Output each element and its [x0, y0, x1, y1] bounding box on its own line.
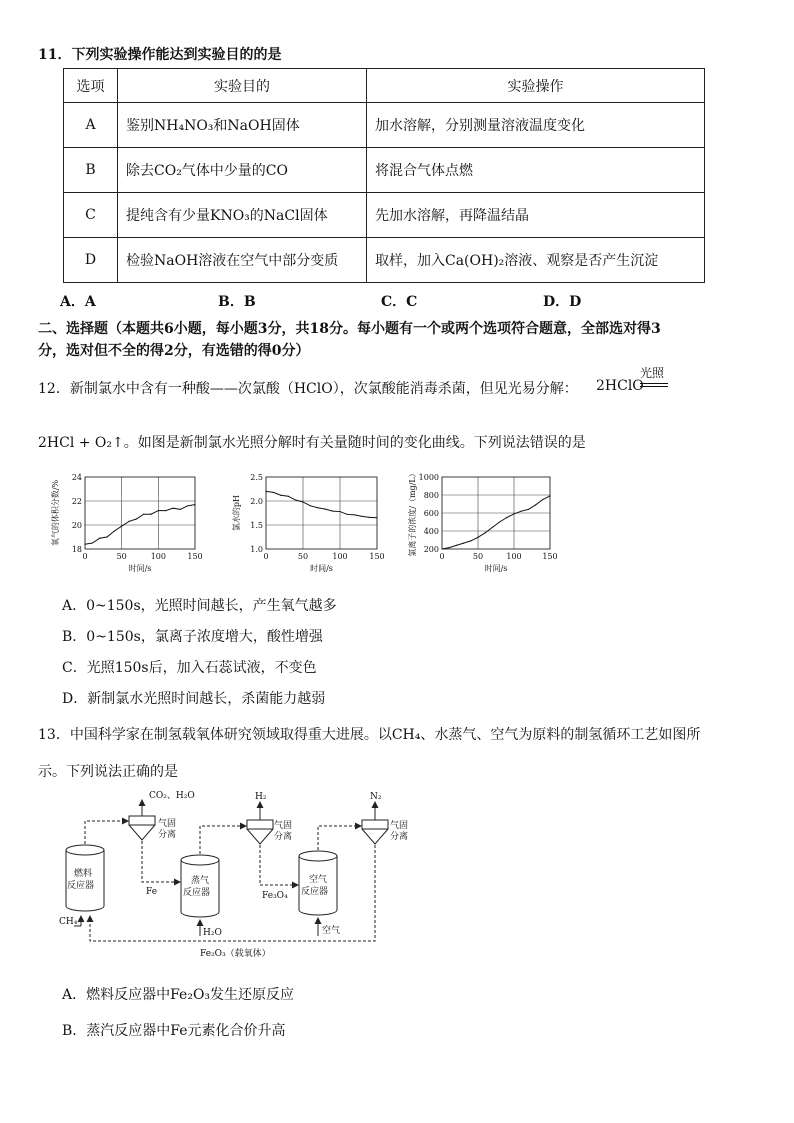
chart-point [128, 521, 129, 522]
chart-point [150, 514, 151, 515]
q12-stem-cont [38, 432, 586, 452]
choice-b[interactable]: B．B [218, 294, 256, 310]
row-goal: 除去CO₂气体中少量的CO [118, 148, 367, 193]
chart-ytick-label: 1.5 [250, 521, 263, 530]
chart-point [463, 543, 464, 544]
chart-point [339, 511, 340, 512]
svg-text:气固分离 [158, 817, 176, 840]
reaction-condition: 光照 [640, 366, 665, 380]
q12-option-d[interactable]: D．新制氯水光照时间越长，杀菌能力越弱 [62, 691, 326, 707]
chart-point [347, 514, 348, 515]
steam-reactor-label-2: 反应器 [183, 888, 211, 898]
chart-ytick-label: 22 [71, 497, 82, 506]
table-header-goal: 实验目的 [118, 69, 367, 103]
chart-xtick-label: 50 [472, 552, 484, 561]
chart-point [492, 527, 493, 528]
chart-point [477, 537, 478, 538]
fe-label: Fe [146, 887, 158, 897]
chart-point [92, 542, 93, 543]
q13-stem: 13．中国科学家在制氢载氧体研究领域取得重大进展。以CH₄、水蒸气、空气为原料的制氢循环工艺如图所 [38, 727, 701, 743]
chart-point [165, 510, 166, 511]
svg-text:气固分离 [390, 819, 408, 842]
q12-option-a[interactable]: A．0~150s，光照时间越长，产生氧气越多 [62, 598, 337, 614]
q13-option-a[interactable]: A．燃料反应器中Fe₂O₃发生还原反应 [62, 987, 295, 1003]
chart-xtick-label: 100 [332, 552, 348, 561]
chart-xtick-label: 50 [116, 552, 127, 561]
chart-point [310, 505, 311, 506]
chart-series-line [85, 505, 195, 545]
air-label: 空气 [322, 926, 341, 936]
reaction-reactant: 2HClO [596, 378, 644, 394]
row-goal: 提纯含有少量KNO₃的NaCl固体 [118, 193, 367, 238]
row-key: D [64, 238, 118, 283]
chart-point [470, 540, 471, 541]
chart-point [273, 492, 274, 493]
ch4-label: CH₄ [59, 917, 78, 927]
chart-point [143, 514, 144, 515]
sep2-output: H₂ [255, 792, 267, 802]
chart-ytick-label: 20 [71, 521, 82, 530]
choice-c[interactable]: C．C [381, 294, 418, 310]
chart-xlabel: 时间/s [310, 564, 333, 573]
chart-xtick-label: 0 [439, 552, 445, 561]
chart-ylabel: 氧气的体积分数/% [51, 479, 60, 547]
chart-xtick-label: 150 [187, 552, 203, 561]
chart-point [369, 517, 370, 518]
row-goal: 鉴别NH₄NO₃和NaOH固体 [118, 103, 367, 148]
chart-point [542, 499, 543, 500]
chart-xtick-label: 100 [150, 552, 166, 561]
chart-ylabel: 氯水的pH [232, 494, 241, 532]
q11-stem: 11．下列实验操作能达到实验目的的是 [38, 47, 282, 63]
chart-point [295, 499, 296, 500]
fe3o4-label: Fe₃O₄ [262, 891, 288, 901]
row-key: C [64, 193, 118, 238]
separator-2 [247, 820, 273, 844]
chart-point [521, 511, 522, 512]
chart-xtick-label: 150 [369, 552, 385, 561]
chart-point [84, 544, 85, 545]
table-row [64, 103, 705, 148]
fe2o3-label: Fe₂O₃（载氧体） [200, 949, 271, 959]
q12-stem: 12．新制氯水中含有一种酸——次氯酸（HClO），次氯酸能消毒杀菌，但见光易分解： [38, 381, 578, 397]
chart-xlabel: 时间/s [484, 564, 508, 573]
chart-ytick-label: 18 [71, 545, 82, 554]
chart-ytick-label: 800 [423, 491, 439, 500]
chart-point [485, 532, 486, 533]
sep3-output: N₂ [370, 792, 382, 802]
chart-point [354, 514, 355, 515]
separator-1 [129, 816, 155, 840]
chart-point [136, 518, 137, 519]
sep-label: 分离 [274, 832, 293, 842]
sep-label: 气固 [158, 819, 177, 829]
chart-xtick-label: 100 [506, 552, 522, 561]
chart-point [528, 509, 529, 510]
chart-point [549, 495, 550, 496]
row-key: B [64, 148, 118, 193]
chart-ytick-label: 1.0 [250, 545, 263, 554]
choice-d[interactable]: D．D [543, 294, 582, 310]
chart-point [121, 526, 122, 527]
table-header-operation: 实验操作 [367, 69, 705, 103]
chart-point [302, 501, 303, 502]
svg-text:蒸气反应器 [183, 874, 210, 898]
process-diagram [50, 788, 430, 966]
chart-point [506, 517, 507, 518]
chart-series-line [442, 496, 550, 549]
chart-point [456, 545, 457, 546]
chart-point [513, 513, 514, 514]
chart-ylabel: 氯离子的浓度/（mg/L） [408, 469, 417, 557]
h2o-label: H₂O [203, 928, 222, 938]
chart-point [265, 491, 266, 492]
air-reactor-label-2: 反应器 [301, 887, 329, 897]
chart-ytick-label: 1000 [418, 473, 439, 482]
chart-point [449, 547, 450, 548]
row-operation: 加水溶解，分别测量溶液温度变化 [367, 103, 705, 148]
table-row [64, 193, 705, 238]
chart-point [280, 495, 281, 496]
section-header-cont: 分，选对但不全的得2分，有选错的得0分） [38, 343, 310, 359]
chart-point [288, 496, 289, 497]
fuel-reactor-label-2: 反应器 [67, 881, 95, 891]
q12-option-b[interactable]: B．0~150s，氯离子浓度增大，酸性增强 [62, 629, 323, 645]
chart-ytick-label: 600 [423, 509, 439, 518]
chart-point [376, 517, 377, 518]
chart-point [194, 504, 195, 505]
chart-ytick-label: 24 [71, 473, 82, 482]
chart-xlabel: 时间/s [128, 564, 152, 573]
sep-label: 分离 [158, 830, 177, 840]
chart-frame [266, 477, 377, 549]
svg-text:气固分离 [274, 819, 292, 842]
q13-option-b[interactable]: B．蒸汽反应器中Fe元素化合价升高 [62, 1023, 286, 1039]
air-reactor-label-1: 空气 [309, 875, 328, 885]
section-header: 二、选择题（本题共6小题，每小题3分，共18分。每小题有一个或两个选项符合题意，全部选对得3 [38, 321, 661, 337]
chart-point [180, 509, 181, 510]
chart-point [441, 548, 442, 549]
chart-xtick-label: 150 [542, 552, 558, 561]
q11-table [63, 68, 705, 283]
q12-charts [40, 462, 570, 587]
reaction-equation [596, 368, 676, 396]
chart-point [325, 509, 326, 510]
separator-3 [362, 820, 388, 844]
table-header-option: 选项 [64, 69, 118, 103]
steam-reactor-label-1: 蒸气 [191, 876, 210, 886]
svg-text:空气反应器 [301, 873, 328, 897]
chart-point [499, 521, 500, 522]
chart-point [114, 530, 115, 531]
fuel-reactor-label-1: 燃料 [74, 869, 93, 879]
fuel-reactor-label [67, 867, 94, 891]
chart-point [158, 510, 159, 511]
reaction-products: 2HCl + O₂↑ [38, 435, 124, 451]
chart-point [362, 516, 363, 517]
chart-point [106, 536, 107, 537]
row-operation: 将混合气体点燃 [367, 148, 705, 193]
chart-point [172, 508, 173, 509]
chart-series-line [266, 491, 377, 517]
chart-ytick-label: 2.5 [250, 473, 263, 482]
chart-point [535, 504, 536, 505]
chart-point [332, 510, 333, 511]
equals-line [640, 386, 668, 387]
equals-line [640, 383, 668, 384]
chart-point [99, 538, 100, 539]
table-row [64, 238, 705, 283]
row-operation: 取样，加入Ca(OH)₂溶液、观察是否产生沉淀 [367, 238, 705, 283]
chart-xtick-label: 0 [82, 552, 88, 561]
q12-option-c[interactable]: C．光照150s后，加入石蕊试液，不变色 [62, 660, 317, 676]
table-row [64, 148, 705, 193]
chart-point [317, 507, 318, 508]
chart-ytick-label: 2.0 [250, 497, 263, 506]
choice-a[interactable]: A．A [60, 294, 96, 310]
chart-ytick-label: 200 [423, 545, 439, 554]
row-operation: 先加水溶解，再降温结晶 [367, 193, 705, 238]
q13-stem-cont: 示。下列说法正确的是 [38, 764, 178, 780]
steam-reactor [181, 855, 219, 917]
sep-label: 气固 [390, 821, 409, 831]
q12-stem-text: 。如图是新制氯水光照分解时有关量随时间的变化曲线。下列说法错误的是 [123, 435, 586, 451]
chart-point [187, 505, 188, 506]
chart-xtick-label: 0 [263, 552, 269, 561]
row-key: A [64, 103, 118, 148]
sep-label: 分离 [390, 832, 409, 842]
row-goal: 检验NaOH溶液在空气中部分变质 [118, 238, 367, 283]
sep-label: 气固 [274, 821, 293, 831]
sep1-output: CO₂、H₂O [149, 791, 195, 801]
chart-xtick-label: 50 [297, 552, 309, 561]
chart-ytick-label: 400 [423, 527, 439, 536]
